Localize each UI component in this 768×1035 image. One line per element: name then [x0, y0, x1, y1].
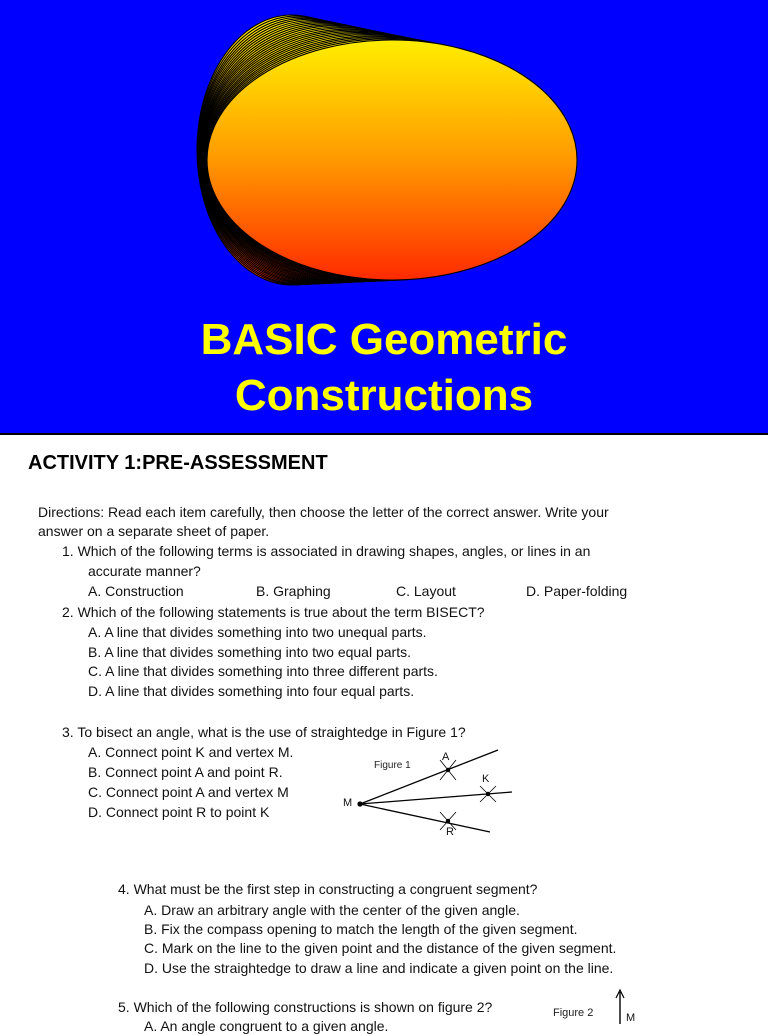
figure-2-label: Figure 2: [553, 1007, 594, 1019]
figure-1-point-k: K: [482, 773, 490, 785]
q3-stem: 3. To bisect an angle, what is the use of straightedge in Figure 1?: [62, 724, 466, 740]
directions-line2: answer on a separate sheet of paper.: [38, 523, 270, 539]
q2-option-d: D. A line that divides something into four equal parts.: [88, 683, 415, 699]
q3-option-d: D. Connect point R to point K: [88, 804, 270, 820]
cover-title-line2: Constructions: [234, 371, 534, 420]
figure-1-point-m: M: [343, 797, 353, 809]
q5-option-a-partial: A. An angle congruent to a given angle.: [144, 1018, 389, 1034]
q3-option-c: C. Connect point A and vertex M: [88, 784, 289, 800]
directions-line1: Directions: Read each item carefully, then choose the letter of the correct answer. Write your: [38, 504, 609, 520]
cover-slide: [0, 0, 768, 435]
q4-stem: 4. What must be the first step in constructing a congruent segment?: [118, 881, 538, 897]
q2-stem: 2. Which of the following statements is true about the term BISECT?: [62, 604, 485, 620]
q3-option-b: B. Connect point A and point R.: [88, 764, 283, 780]
q1-option-c: C. Layout: [396, 583, 456, 599]
q1-option-d: D. Paper-folding: [526, 583, 628, 599]
bowl-ring: [207, 40, 577, 280]
q1-option-a: A. Construction: [88, 583, 184, 599]
q5-stem: 5. Which of the following constructions is shown on figure 2?: [118, 999, 493, 1015]
q2-option-a: A. A line that divides something into two unequal parts.: [88, 624, 427, 640]
q1-stem-line1: 1. Which of the following terms is associated in drawing shapes, angles, or lines in an: [62, 543, 591, 559]
figure-1-point-r: R: [446, 826, 454, 838]
q4-option-b: B. Fix the compass opening to match the length of the given segment.: [144, 921, 578, 937]
activity-heading: ACTIVITY 1:PRE-ASSESSMENT: [28, 452, 328, 474]
q4-option-d: D. Use the straightedge to draw a line and indicate a given point on the line.: [144, 960, 614, 976]
q1-option-b: B. Graphing: [256, 583, 331, 599]
figure-2-point-m: M: [626, 1012, 636, 1024]
figure-1-point-a: A: [442, 751, 450, 763]
q1-stem-line2: accurate manner?: [88, 563, 201, 579]
cover-title-line1: BASIC Geometric: [200, 315, 568, 364]
q3-option-a: A. Connect point K and vertex M.: [88, 744, 294, 760]
q4-option-c: C. Mark on the line to the given point and the distance of the given segment.: [144, 940, 617, 956]
figure-1-diagram: [340, 740, 540, 850]
bowl-shape-illustration: [0, 0, 768, 433]
q2-option-c: C. A line that divides something into three different parts.: [88, 663, 438, 679]
q2-option-b: B. A line that divides something into two equal parts.: [88, 644, 411, 660]
q4-option-a: A. Draw an arbitrary angle with the center of the given angle.: [144, 902, 520, 918]
figure-1-label: Figure 1: [374, 760, 411, 771]
